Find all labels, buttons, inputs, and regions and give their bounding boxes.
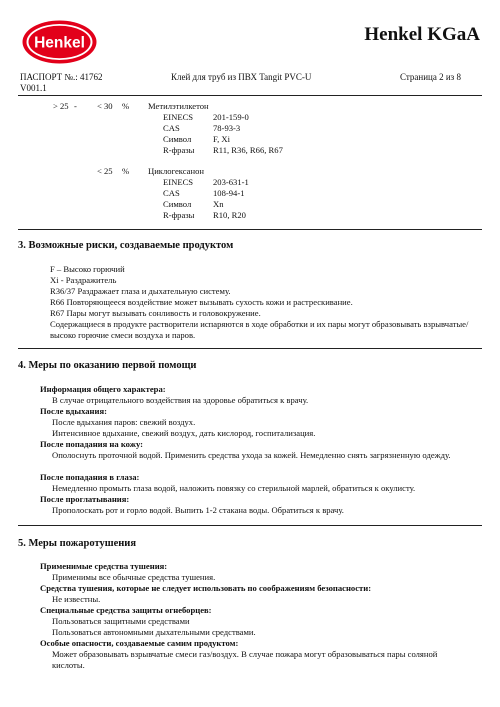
- prop-value: 201-159-0: [213, 112, 249, 122]
- first-aid-text: Ополоснуть проточной водой. Применить средства ухода за кожей. Немедленно снять загрязненную одежду.: [52, 450, 451, 460]
- first-aid-text: Немедленно промыть глаза водой, наложить повязку со стерильной марлей, обратиться к окулисту.: [52, 483, 416, 493]
- range-high: < 25: [97, 166, 113, 176]
- prop-value: 78-93-3: [213, 123, 241, 133]
- prop-value: R10, R20: [213, 210, 246, 220]
- fire-text: Может образовывать взрывчатые смеси газ/воздух. В случае пожара могут образовываться пары соляной кислоты.: [52, 649, 438, 670]
- version: V001.1: [20, 83, 47, 93]
- first-aid-heading: После проглатывания:: [40, 494, 130, 504]
- company-name: Henkel KGaA: [364, 24, 480, 45]
- logo-text: Henkel: [34, 34, 85, 52]
- first-aid-heading: После попадания на кожу:: [40, 439, 144, 449]
- range-dash: -: [74, 101, 77, 111]
- first-aid-text: После вдыхания паров: свежий воздух.: [52, 417, 196, 427]
- first-aid-text: Прополоскать рот и горло водой. Выпить 1-2 стакана воды. Обратиться к врачу.: [52, 505, 344, 515]
- range-low: > 25: [53, 101, 69, 111]
- component-name: Циклогексанон: [148, 166, 204, 176]
- first-aid-text: В случае отрицательного воздействия на здоровье обратиться к врачу.: [52, 395, 309, 405]
- prop-value: Xn: [213, 199, 224, 209]
- section-divider: [18, 229, 482, 230]
- range-unit: %: [122, 101, 130, 111]
- fire-heading: Особые опасности, создаваемые самим продуктом:: [40, 638, 239, 648]
- risk-line: Содержащиеся в продукте растворители испаряются в ходе обработки и их пары могут образовывать взрывчатые/высоко горючие смеси воздуха и паров.: [50, 319, 469, 340]
- fire-text: Не известны.: [52, 594, 101, 604]
- range-unit: %: [122, 166, 130, 176]
- prop-value: 108-94-1: [213, 188, 245, 198]
- henkel-logo: [21, 19, 98, 65]
- section-divider: [18, 348, 482, 349]
- page-number: Страница 2 из 8: [400, 72, 461, 82]
- component-name: Метилэтилкетон: [148, 101, 209, 111]
- range-high: < 30: [97, 101, 113, 111]
- first-aid-heading: После попадания в глаза:: [40, 472, 140, 482]
- prop-key: R-фразы: [163, 210, 195, 220]
- risk-line: Xi - Раздражитель: [50, 275, 117, 285]
- prop-key: CAS: [163, 188, 180, 198]
- first-aid-heading: После вдыхания:: [40, 406, 107, 416]
- fire-text: Применимы все обычные средства тушения.: [52, 572, 216, 582]
- fire-text: Пользоваться автономными дыхательными средствами.: [52, 627, 256, 637]
- passport-number: ПАСПОРТ №.: 41762: [20, 72, 103, 82]
- fire-heading: Применимые средства тушения:: [40, 561, 168, 571]
- product-name: Клей для труб из ПВХ Tangit PVC-U: [171, 72, 312, 82]
- risk-line: R36/37 Раздражает глаза и дыхательную систему.: [50, 286, 231, 296]
- fire-text: Пользоваться защитными средствами: [52, 616, 190, 626]
- section-divider: [18, 525, 482, 526]
- section-4-title: 4. Меры по оказанию первой помощи: [18, 360, 197, 371]
- first-aid-text: Интенсивное вдыхание, свежий воздух, дать кислород, госпитализация.: [52, 428, 316, 438]
- fire-heading: Средства тушения, которые не следует использовать по соображениям безопасности:: [40, 583, 372, 593]
- risk-line: F – Высоко горючий: [50, 264, 125, 274]
- prop-value: 203-631-1: [213, 177, 249, 187]
- prop-key: EINECS: [163, 177, 194, 187]
- fire-heading: Специальные средства защиты огнеборцев:: [40, 605, 212, 615]
- prop-value: R11, R36, R66, R67: [213, 145, 283, 155]
- risk-line: R66 Повторяющееся воздействие может вызывать сухость кожи и растрескивание.: [50, 297, 353, 307]
- prop-key: EINECS: [163, 112, 194, 122]
- prop-key: R-фразы: [163, 145, 195, 155]
- section-5-title: 5. Меры пожаротушения: [18, 538, 137, 549]
- prop-value: F, Xi: [213, 134, 230, 144]
- first-aid-heading: Информация общего характера:: [40, 384, 166, 394]
- header-divider: [18, 95, 482, 96]
- prop-key: Символ: [163, 199, 192, 209]
- section-3-title: 3. Возможные риски, создаваемые продуктом: [18, 240, 234, 251]
- prop-key: Символ: [163, 134, 192, 144]
- prop-key: CAS: [163, 123, 180, 133]
- risk-line: R67 Пары могут вызывать сонливость и головокружение.: [50, 308, 261, 318]
